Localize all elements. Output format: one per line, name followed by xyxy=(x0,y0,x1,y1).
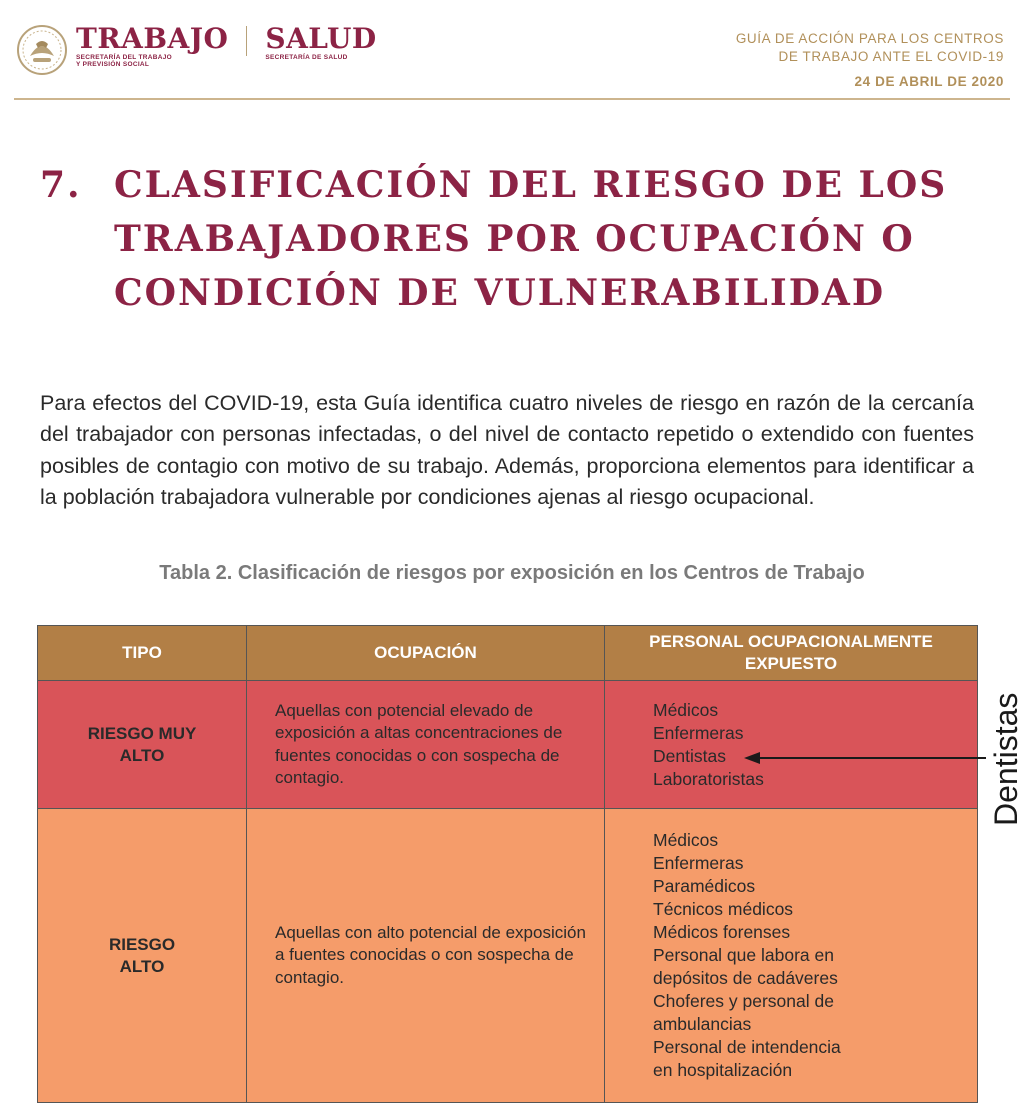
type-cell xyxy=(38,809,247,1103)
brand-trabajo-sub-1: SECRETARÍA DEL TRABAJO xyxy=(76,54,173,61)
risk-table xyxy=(37,625,978,1103)
personnel-item: Médicos forenses xyxy=(653,922,791,942)
brand-trabajo-sub-2: Y PREVISIÓN SOCIAL xyxy=(76,61,150,68)
personnel-item: ambulancias xyxy=(653,1014,752,1034)
brand-salud-sub: SECRETARÍA DE SALUD xyxy=(265,54,348,61)
header-personnel-line-2: EXPUESTO xyxy=(744,654,838,673)
type-line-1: RIESGO MUY xyxy=(87,723,197,743)
page-header xyxy=(0,0,1024,100)
personnel-list xyxy=(653,829,957,1082)
brand-trabajo: TRABAJO xyxy=(76,22,229,55)
personnel-item: Laboratoristas xyxy=(653,768,764,789)
personnel-item: Médicos xyxy=(653,830,719,850)
guide-date: 24 DE ABRIL DE 2020 xyxy=(854,74,1004,89)
section-title-line-3: CONDICIÓN DE VULNERABILIDAD xyxy=(114,272,886,314)
header-personnel xyxy=(605,626,978,681)
brand-salud: SALUD xyxy=(265,22,377,55)
personnel-item: en hospitalización xyxy=(653,1060,793,1080)
section-title-line-1: CLASIFICACIÓN DEL RIESGO DE LOS xyxy=(114,164,948,206)
brand-block xyxy=(76,24,377,68)
table-row-high xyxy=(38,809,978,1103)
brand-divider xyxy=(246,26,247,56)
personnel-item: Técnicos médicos xyxy=(653,899,794,919)
mexico-coat-of-arms-icon xyxy=(16,24,68,76)
table-caption: Tabla 2. Clasificación de riesgos por exposición en los Centros de Trabajo xyxy=(159,562,865,584)
occupation-cell: Aquellas con alto potencial de exposición a fuentes conocidas o con sospecha de contagio. xyxy=(247,809,605,1103)
section-title xyxy=(114,158,974,320)
personnel-cell xyxy=(605,681,978,809)
personnel-item: Paramédicos xyxy=(653,876,756,896)
personnel-item: Enfermeras xyxy=(653,853,744,873)
guide-title xyxy=(736,30,1004,66)
occupation-cell: Aquellas con potencial elevado de exposición a altas concentraciones de fuentes conocidas o con sospecha de contagio. xyxy=(247,681,605,809)
personnel-cell xyxy=(605,809,978,1103)
table-header-row xyxy=(38,626,978,681)
table-row-very-high xyxy=(38,681,978,809)
header-type: TIPO xyxy=(38,626,247,681)
guide-title-line-1: GUÍA DE ACCIÓN PARA LOS CENTROS xyxy=(735,31,1004,46)
personnel-list xyxy=(653,699,957,791)
guide-title-line-2: DE TRABAJO ANTE EL COVID-19 xyxy=(778,49,1004,64)
type-line-2: ALTO xyxy=(119,745,165,765)
personnel-item: Personal que labora en xyxy=(653,945,834,965)
section-title-line-2: TRABAJADORES POR OCUPACIÓN O xyxy=(114,218,915,260)
intro-paragraph: Para efectos del COVID-19, esta Guía identifica cuatro niveles de riesgo en razón de la cercanía del trabajador con personas infectadas, o del nivel de contacto repetido o extendido con fuentes posibles de contagio con motivo de su trabajo. Además, proporciona elementos para identificar a la población trabajadora vulnerable por condiciones ajenas al riesgo ocupacional. xyxy=(40,390,974,509)
personnel-item: Personal de intendencia xyxy=(653,1037,841,1057)
type-line-2: ALTO xyxy=(119,956,165,976)
personnel-item: Choferes y personal de xyxy=(653,991,834,1011)
annotation-label: Dentistas xyxy=(988,692,1024,826)
header-occupation: OCUPACIÓN xyxy=(247,626,605,681)
personnel-item: depósitos de cadáveres xyxy=(653,968,838,988)
type-line-1: RIESGO xyxy=(108,934,176,954)
section-number: 7. xyxy=(40,164,82,206)
personnel-item: Médicos xyxy=(653,699,719,720)
header-personnel-line-1: PERSONAL OCUPACIONALMENTE xyxy=(649,632,933,651)
personnel-item-dentistas: Dentistas xyxy=(653,745,726,766)
type-cell xyxy=(38,681,247,809)
personnel-item: Enfermeras xyxy=(653,722,744,743)
header-divider xyxy=(14,98,1010,100)
